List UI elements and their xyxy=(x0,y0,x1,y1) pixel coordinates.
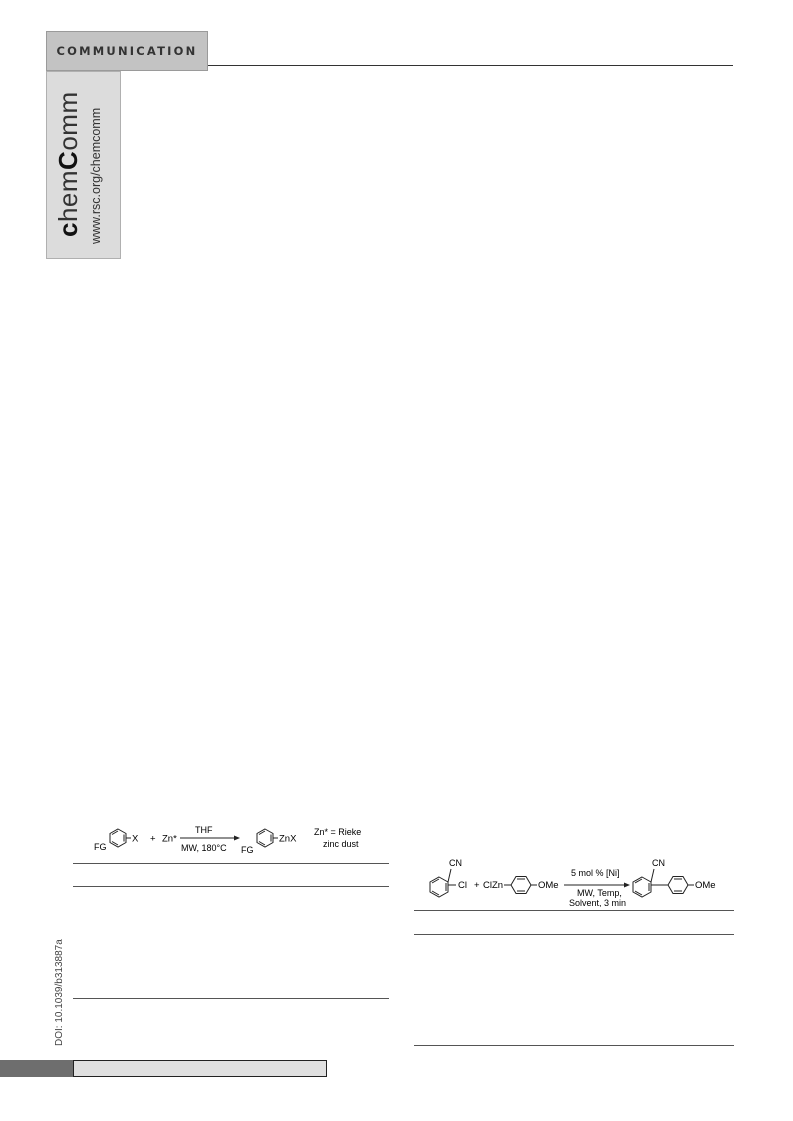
chlorobenzonitrile-ring xyxy=(430,869,456,897)
journal-url: www.rsc.org/chemcomm xyxy=(89,107,103,244)
section-header-tab xyxy=(46,31,208,71)
arrow-above-label: THF xyxy=(195,825,213,835)
biphenyl-product xyxy=(633,869,694,897)
rieke-note-line1: Zn* = Rieke xyxy=(314,827,362,837)
journal-sidebar xyxy=(46,71,121,259)
fg-label: FG xyxy=(94,842,107,852)
scheme-2 xyxy=(420,855,740,907)
plus-sign: + xyxy=(474,880,480,891)
left-table-bottom-rule xyxy=(73,998,389,999)
zinc-label: Zn* xyxy=(162,833,177,845)
footer-page-block xyxy=(0,1060,73,1077)
right-table-header-rule xyxy=(414,934,734,935)
arrow-above-label: 5 mol % [Ni] xyxy=(571,868,620,878)
section-label: COMMUNICATION xyxy=(56,44,198,58)
doi-label: DOI: 10.1039/b313887a xyxy=(54,939,65,1046)
anisyl-ring xyxy=(504,877,537,894)
reaction-arrow xyxy=(564,883,630,888)
arrow-below-label: MW, 180°C xyxy=(181,843,227,853)
left-table-header-rule xyxy=(73,886,389,887)
halide-label: X xyxy=(132,833,139,845)
znx-label: ZnX xyxy=(279,833,297,845)
benzene-ring-reactant xyxy=(110,829,131,847)
cn-label: CN xyxy=(449,858,462,868)
arrow-below-label-2: Solvent, 3 min xyxy=(569,898,627,907)
clzn-label: ClZn xyxy=(483,880,504,891)
benzene-ring-product xyxy=(257,829,278,847)
scheme-1 xyxy=(85,818,385,863)
journal-logo: chemComm xyxy=(53,91,83,237)
right-table-top-rule xyxy=(414,910,734,911)
reaction-arrow xyxy=(180,836,240,841)
product-cn-label: CN xyxy=(652,858,665,868)
cl-label: Cl xyxy=(458,880,467,891)
header-rule xyxy=(208,65,733,66)
right-table-bottom-rule xyxy=(414,1045,734,1046)
footer-bar xyxy=(73,1060,327,1077)
arrow-below-label-1: MW, Temp, xyxy=(577,888,622,898)
rieke-note-line2: zinc dust xyxy=(323,839,359,849)
fg-label-product: FG xyxy=(241,845,254,855)
left-table-top-rule xyxy=(73,863,389,864)
plus-sign: + xyxy=(150,833,156,845)
ome-label: OMe xyxy=(538,880,559,891)
product-ome-label: OMe xyxy=(695,880,716,891)
